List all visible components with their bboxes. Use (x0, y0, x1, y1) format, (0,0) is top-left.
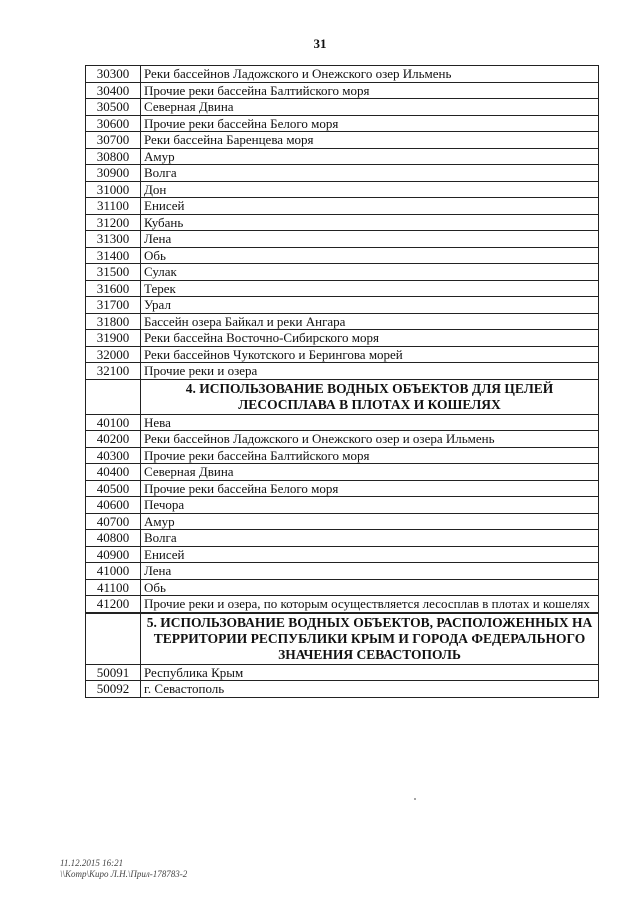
name-cell: Реки бассейнов Чукотского и Берингова морей (141, 346, 599, 363)
code-cell: 50091 (86, 664, 141, 681)
table-row (86, 198, 599, 215)
table-row (86, 82, 599, 99)
table-row (86, 214, 599, 231)
code-cell: 30900 (86, 165, 141, 182)
code-cell: 30400 (86, 82, 141, 99)
code-cell: 40900 (86, 546, 141, 563)
name-cell: Печора (141, 497, 599, 514)
name-cell: Дон (141, 181, 599, 198)
name-cell: Енисей (141, 546, 599, 563)
table-row (86, 414, 599, 431)
code-cell: 50092 (86, 681, 141, 698)
code-cell: 31300 (86, 231, 141, 248)
code-cell: 40300 (86, 447, 141, 464)
table-row (86, 664, 599, 681)
name-cell: Прочие реки и озера, по которым осуществляется лесосплав в плотах и кошелях (141, 596, 599, 613)
name-cell: Обь (141, 247, 599, 264)
document-footer (60, 858, 187, 880)
table-row (86, 563, 599, 580)
code-cell: 41200 (86, 596, 141, 613)
code-cell: 30800 (86, 148, 141, 165)
code-cell: 31200 (86, 214, 141, 231)
code-cell: 31400 (86, 247, 141, 264)
table-row (86, 231, 599, 248)
code-cell: 32000 (86, 346, 141, 363)
code-cell: 40200 (86, 431, 141, 448)
name-cell: Бассейн озера Байкал и реки Ангара (141, 313, 599, 330)
code-cell: 31100 (86, 198, 141, 215)
table-row (86, 132, 599, 149)
code-cell: 30500 (86, 99, 141, 116)
section-4-header (86, 379, 599, 414)
table-row (86, 346, 599, 363)
code-cell: 31800 (86, 313, 141, 330)
table-row (86, 247, 599, 264)
name-cell: Урал (141, 297, 599, 314)
name-cell: Лена (141, 563, 599, 580)
code-cell: 31500 (86, 264, 141, 281)
table-row (86, 99, 599, 116)
name-cell: Прочие реки бассейна Белого моря (141, 115, 599, 132)
table-row (86, 530, 599, 547)
table-row (86, 464, 599, 481)
table-row (86, 431, 599, 448)
table-row (86, 579, 599, 596)
page-number: 31 (313, 36, 327, 51)
table-row (86, 447, 599, 464)
table-row (86, 681, 599, 698)
code-cell: 31600 (86, 280, 141, 297)
table-row (86, 115, 599, 132)
code-cell: 31900 (86, 330, 141, 347)
code-cell: 41100 (86, 579, 141, 596)
name-cell: Прочие реки бассейна Белого моря (141, 480, 599, 497)
name-cell: Волга (141, 165, 599, 182)
name-cell: Волга (141, 530, 599, 547)
table-row (86, 497, 599, 514)
name-cell: Терек (141, 280, 599, 297)
code-cell: 40100 (86, 414, 141, 431)
code-cell: 31700 (86, 297, 141, 314)
footer-timestamp: 11.12.2015 16:21 (60, 858, 124, 868)
name-cell: Енисей (141, 198, 599, 215)
name-cell: Амур (141, 513, 599, 530)
table-row (86, 313, 599, 330)
code-cell: 40800 (86, 530, 141, 547)
table-row (86, 66, 599, 83)
table-row (86, 363, 599, 380)
table-row (86, 330, 599, 347)
section-code-cell (86, 613, 141, 665)
footer-file-path: \\Komp\Киро Л.Н.\Прил-178783-2 (60, 869, 188, 879)
name-cell: Прочие реки и озера (141, 363, 599, 380)
code-cell: 40700 (86, 513, 141, 530)
code-cell: 40500 (86, 480, 141, 497)
name-cell: Лена (141, 231, 599, 248)
table-row (86, 513, 599, 530)
code-cell: 30600 (86, 115, 141, 132)
code-cell: 31000 (86, 181, 141, 198)
section-title: 5. ИСПОЛЬЗОВАНИЕ ВОДНЫХ ОБЪЕКТОВ, РАСПОЛОЖЕННЫХ НА ТЕРРИТОРИИ РЕСПУБЛИКИ КРЫМ И ГОРОДА ФЕДЕРАЛЬНОГО ЗНАЧЕНИЯ СЕВАСТОПОЛЬ (141, 613, 599, 665)
table-row (86, 280, 599, 297)
name-cell: Нева (141, 414, 599, 431)
water-objects-table (85, 65, 599, 698)
name-cell: Обь (141, 579, 599, 596)
code-cell: 41000 (86, 563, 141, 580)
name-cell: Северная Двина (141, 464, 599, 481)
table-row (86, 546, 599, 563)
name-cell: Реки бассейнов Ладожского и Онежского озер Ильмень (141, 66, 599, 83)
name-cell: Республика Крым (141, 664, 599, 681)
name-cell: Северная Двина (141, 99, 599, 116)
table-row (86, 264, 599, 281)
table-row (86, 297, 599, 314)
table-row (86, 165, 599, 182)
code-cell: 32100 (86, 363, 141, 380)
section-5-header (86, 613, 599, 665)
code-cell: 40600 (86, 497, 141, 514)
name-cell: Реки бассейна Баренцева моря (141, 132, 599, 149)
name-cell: Кубань (141, 214, 599, 231)
section-code-cell (86, 379, 141, 414)
table-row (86, 480, 599, 497)
table-row (86, 148, 599, 165)
name-cell: Прочие реки бассейна Балтийского моря (141, 82, 599, 99)
name-cell: Реки бассейнов Ладожского и Онежского озер и озера Ильмень (141, 431, 599, 448)
name-cell: Реки бассейна Восточно-Сибирского моря (141, 330, 599, 347)
scan-speck (414, 798, 416, 800)
name-cell: г. Севастополь (141, 681, 599, 698)
table-row (86, 181, 599, 198)
table-row (86, 596, 599, 613)
code-cell: 30300 (86, 66, 141, 83)
name-cell: Прочие реки бассейна Балтийского моря (141, 447, 599, 464)
section-title: 4. ИСПОЛЬЗОВАНИЕ ВОДНЫХ ОБЪЕКТОВ ДЛЯ ЦЕЛЕЙ ЛЕСОСПЛАВА В ПЛОТАХ И КОШЕЛЯХ (141, 379, 599, 414)
code-cell: 40400 (86, 464, 141, 481)
name-cell: Сулак (141, 264, 599, 281)
name-cell: Амур (141, 148, 599, 165)
code-cell: 30700 (86, 132, 141, 149)
